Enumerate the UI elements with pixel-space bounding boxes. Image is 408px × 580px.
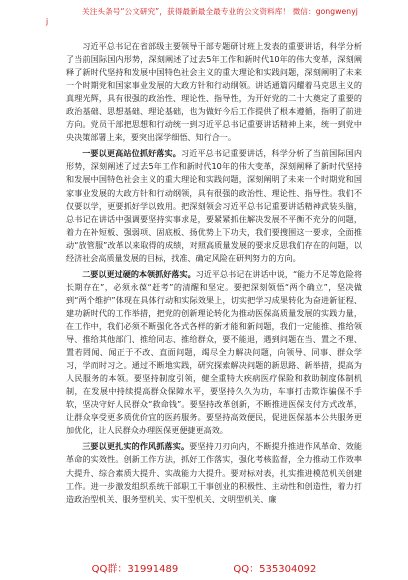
promo-banner	[40, 7, 400, 27]
promo-banner-line-2: j	[46, 17, 49, 26]
contact-footer	[0, 560, 408, 575]
qq-number: QQ：535304092	[233, 564, 317, 575]
paragraph-point-2-heading: 二要以更过硬的本领抓好落实。	[82, 268, 196, 279]
paragraph-point-1-heading: 一要以更高站位抓好落实。	[82, 148, 181, 159]
qq-group-number: QQ群：31991489	[91, 564, 179, 575]
paragraph-point-2	[66, 268, 362, 438]
paragraph-point-3-heading: 三要以更扎实的作风抓落实。	[82, 441, 190, 452]
paragraph-point-3-text: 要坚持刀刃向内，不断提升推进作风革命、效能革命的实效性。创新工作方法，抓好工作落实，强化考核监督，全力推动工作效率大提升、综合素质大提升、实战能力大提升。要对标对表，扎实推进模范机关创建工作。进一步激发组织系统干部职工干事创业的积极性、主动性和创造性，着力打造政治型机关、服务型机关、实干型机关、文明型机关、廉	[66, 441, 362, 504]
document-body	[66, 40, 362, 506]
paragraph-point-3	[66, 440, 362, 505]
paragraph-intro	[66, 40, 362, 144]
promo-banner-line-1: 关注头条号“公文研究”，获得最新最全最专业的公文资料库！ 微信：gongwenyj	[82, 7, 358, 16]
paragraph-point-1-text: 习近平总书记重要讲话，科学分析了当前国际国内形势，深刻阐述了过去5年工作和新时代10年的伟大变革，深刻阐释了新时代坚持和发展中国特色社会主义的重大理论和实践问题，深刻阐明了未来一个时期党和国家事业发展的大政方针和行动纲领，具有很强的政治性、理论性、指导性。我们不仅要以学，更要抓好学以致用。把深刻领会习近平总书记重要讲话精神武装头脑，总书记在讲话中强调要坚持实事求是，要紧紧抓住解决发展不平衡不充分的问题，着力在补短板、强弱项、固底板、扬优势上下功夫，我们要搜围这一要求，全面推动“放管服”改革以来取得的成绩，对照高质量发展的要求反思我们存在的问题，以经济社会高质量发展的目标，找准、确定风险在研判努力的方向。	[66, 148, 362, 263]
paragraph-point-1	[66, 147, 362, 264]
paragraph-point-2-text: 习近平总书记在讲话中说，“能力不足等危险将长期存在”，必须永葆“赶考”的清醒和坚定。要把深刻领悟“两个确立”，坚决做到“两个维护”体现在具体行动和实际效果上，切实把学习成果转化为奋进新征程、建功新时代的工作举措，把党的创新理论转化为推动医保高质量发展的实践力量，在工作中，我们必须不断强化各式各样的新才能和新问题，我们一定能推、推给领导、推给其他部门、推给同志、推给群众，要不能退，遇到问题在当、置之不理、置若罔闻、闻正于不改、直面问题，竭尽全力解决问题，向领导、同事、群众学习，学而时习之。通过不断地实践，研究探索解决问题的新思路、新举措，提高为人民服务的本领。要坚持制度引领，健全重特大疾病医疗保险和救助制度体制机制，在发展中持续提高群众保障水平，要坚持久久为功，车事打击欺诈骗保不手软，坚决守好人民群众“救命钱”。要坚持改革创新，不断推进医保支付方式改革，让群众享受更多质优价宜的医药服务。要坚持高效便民，促进医保基本公共服务更加优化，让人民群众办理医保更便捷更高效。	[66, 268, 362, 436]
paragraph-intro-text: 习近平总书记在省部级主要领导干部专题研讨班上发表的重要讲话，科学分析了当前国际国内形势，深刻阐述了过去5年工作和新时代10年的伟大变革，深刻阐释了新时代坚持和发展中国特色社会主义的重大理论和实践问题，深刻阐明了未来一个时期党和国家事业发展的大政方针和行动纲领。讲话通篇闪耀着马克思主义的真理光辉，具有很强的政治性、理论性、指导性，为开好党的二十大奠定了重要的政治基础、思想基础、理论基础，也为做好今后工作提供了根本遵循，指明了前进方向。党员干部把思想和行动统一到习近平总书记重要讲话精神上来，统一到党中央决策部署上来，要突出深学细悟、知行合一。	[66, 41, 362, 143]
